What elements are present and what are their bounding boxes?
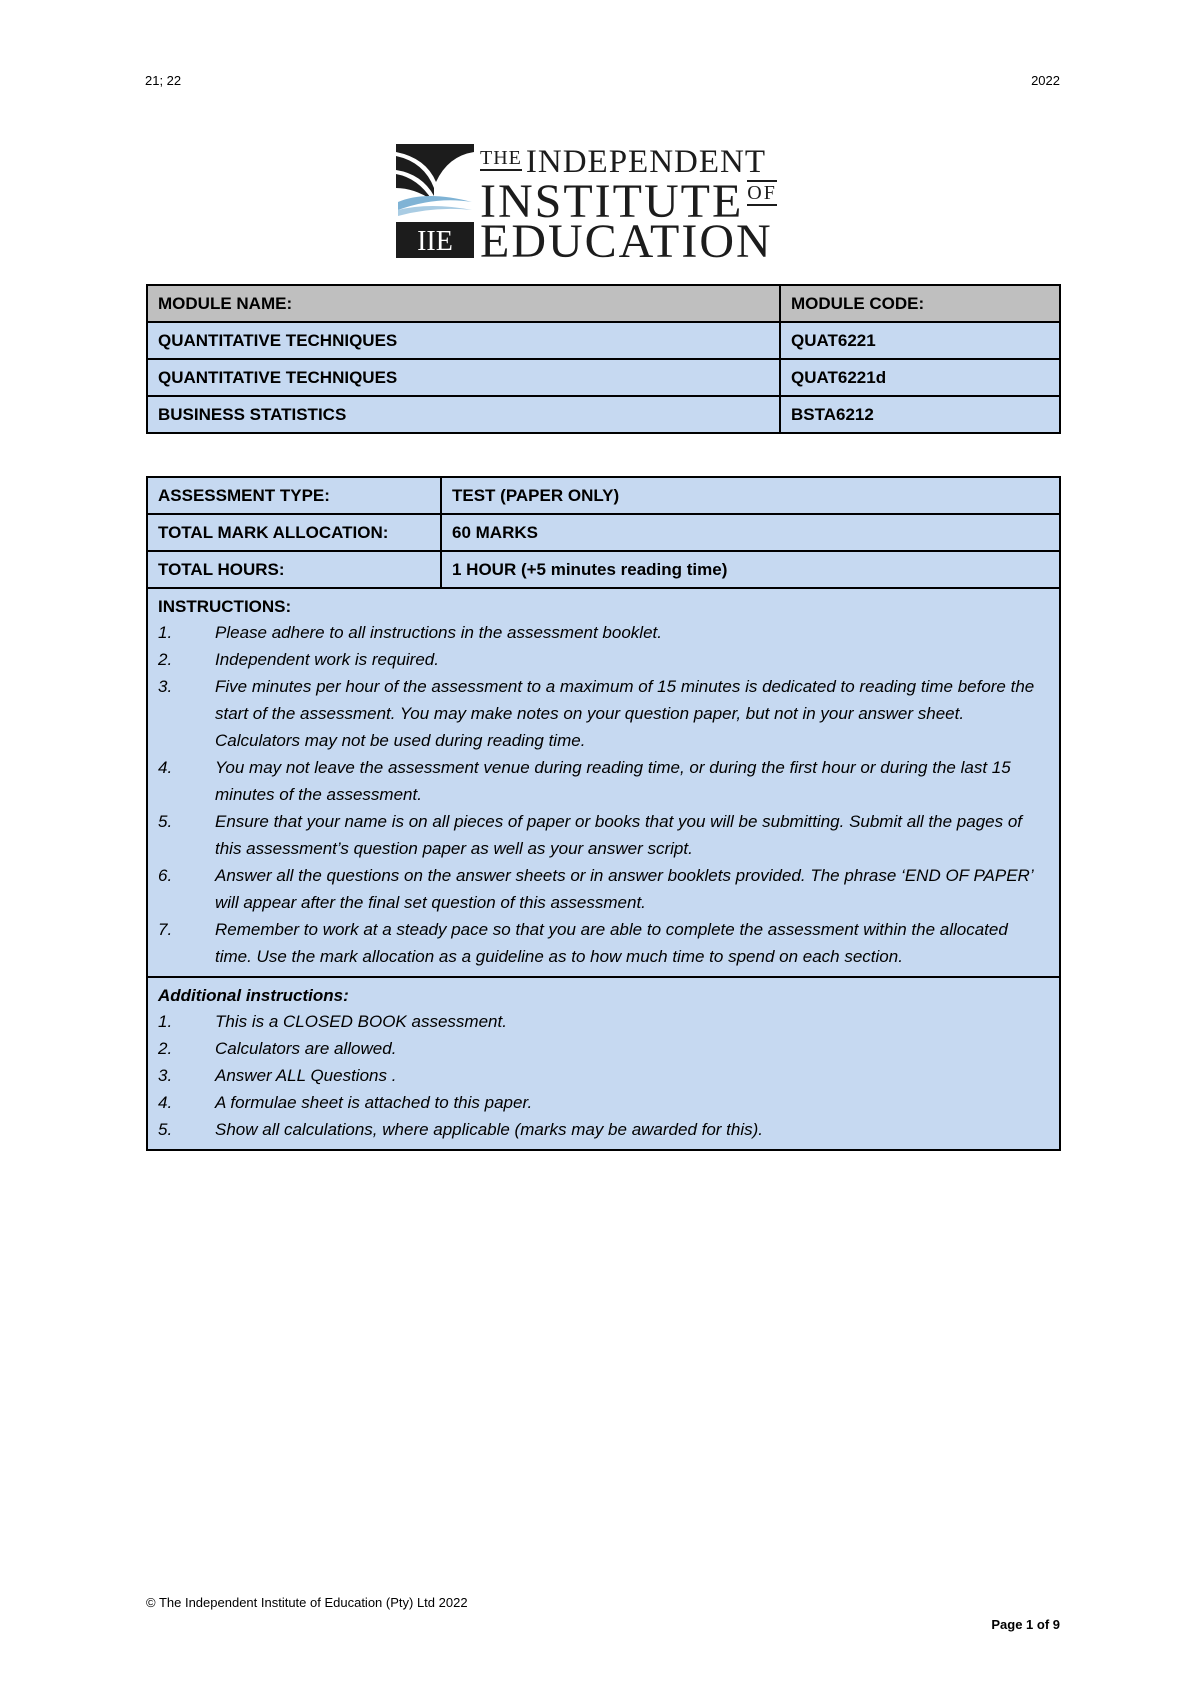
- module-code: QUAT6221d: [780, 359, 1060, 396]
- list-item: 4. A formulae sheet is attached to this paper.: [158, 1093, 533, 1112]
- total-mark-label: TOTAL MARK ALLOCATION:: [147, 514, 441, 551]
- header-year: 2022: [1031, 73, 1060, 88]
- total-mark-value: 60 MARKS: [441, 514, 1060, 551]
- list-item: 2. Calculators are allowed.: [158, 1039, 397, 1058]
- instructions-title: INSTRUCTIONS:: [158, 597, 292, 616]
- assessment-type-label: ASSESSMENT TYPE:: [147, 477, 441, 514]
- list-item: 3. Five minutes per hour of the assessment to a maximum of 15 minutes is dedicated to reading time before the start of the assessment. You may make notes on your question paper, but not in your answer sheet. Calculators may not be used during reading time.: [158, 677, 1035, 750]
- table-row: [147, 551, 1060, 588]
- list-item: 5. Show all calculations, where applicable (marks may be awarded for this).: [158, 1120, 764, 1139]
- module-code: BSTA6212: [780, 396, 1060, 433]
- total-hours-value: 1 HOUR (+5 minutes reading time): [441, 551, 1060, 588]
- iie-mark-text: IIE: [417, 226, 453, 257]
- table-row: [147, 477, 1060, 514]
- additional-instructions-row: [147, 977, 1060, 1150]
- module-table: [146, 284, 1061, 434]
- list-item: 7. Remember to work at a steady pace so that you are able to complete the assessment within the allocated time. Use the mark allocation as a guideline as to how much time to spend on each section.: [158, 920, 1008, 966]
- additional-instructions-list: [158, 1008, 1049, 1143]
- page-number: Page 1 of 9: [991, 1617, 1060, 1632]
- list-item: 1. This is a CLOSED BOOK assessment.: [158, 1012, 507, 1031]
- additional-instructions-title: Additional instructions:: [158, 986, 349, 1005]
- module-name: BUSINESS STATISTICS: [147, 396, 780, 433]
- additional-instructions-cell: [147, 977, 1060, 1150]
- instructions-list: [158, 619, 1049, 970]
- list-item: 5. Ensure that your name is on all pieces of paper or books that you will be submitting. Submit all the pages of this assessment’s question paper as well as your answer script.: [158, 812, 1023, 858]
- list-item: 3. Answer ALL Questions .: [158, 1066, 397, 1085]
- assessment-table: [146, 476, 1061, 1151]
- iie-logo-mark-icon: [396, 144, 474, 260]
- module-name-header: MODULE NAME:: [147, 285, 780, 322]
- module-code: QUAT6221: [780, 322, 1060, 359]
- instructions-row: [147, 588, 1060, 977]
- logo-line-1: $^{THE}$ INDEPENDENT: [480, 144, 767, 180]
- total-hours-label: TOTAL HOURS:: [147, 551, 441, 588]
- list-item: 4. You may not leave the assessment venue during reading time, or during the first hour or during the last 15 minutes of the assessment.: [158, 758, 1011, 804]
- header-left-text: 21; 22: [145, 73, 182, 88]
- list-item: 6. Answer all the questions on the answer sheets or in answer booklets provided. The phrase ‘END OF PAPER’ will appear after the final set question of this assessment.: [158, 866, 1033, 912]
- module-code-header: MODULE CODE:: [780, 285, 1060, 322]
- table-row: [147, 514, 1060, 551]
- copyright-text: © The Independent Institute of Education (Pty) Ltd 2022: [146, 1595, 468, 1610]
- instructions-cell: [147, 588, 1060, 977]
- list-item: 1. Please adhere to all instructions in the assessment booklet.: [158, 623, 662, 642]
- assessment-type-value: TEST (PAPER ONLY): [441, 477, 1060, 514]
- logo-line-2: INSTITUTE $^{OF}$: [480, 175, 777, 228]
- module-name: QUANTITATIVE TECHNIQUES: [147, 359, 780, 396]
- table-row: [147, 322, 1060, 359]
- list-item: 2. Independent work is required.: [158, 650, 439, 669]
- module-name: QUANTITATIVE TECHNIQUES: [147, 322, 780, 359]
- logo-line-3: EDUCATION: [480, 215, 773, 268]
- table-row: [147, 396, 1060, 433]
- table-row: [147, 359, 1060, 396]
- iie-logo: [396, 144, 806, 268]
